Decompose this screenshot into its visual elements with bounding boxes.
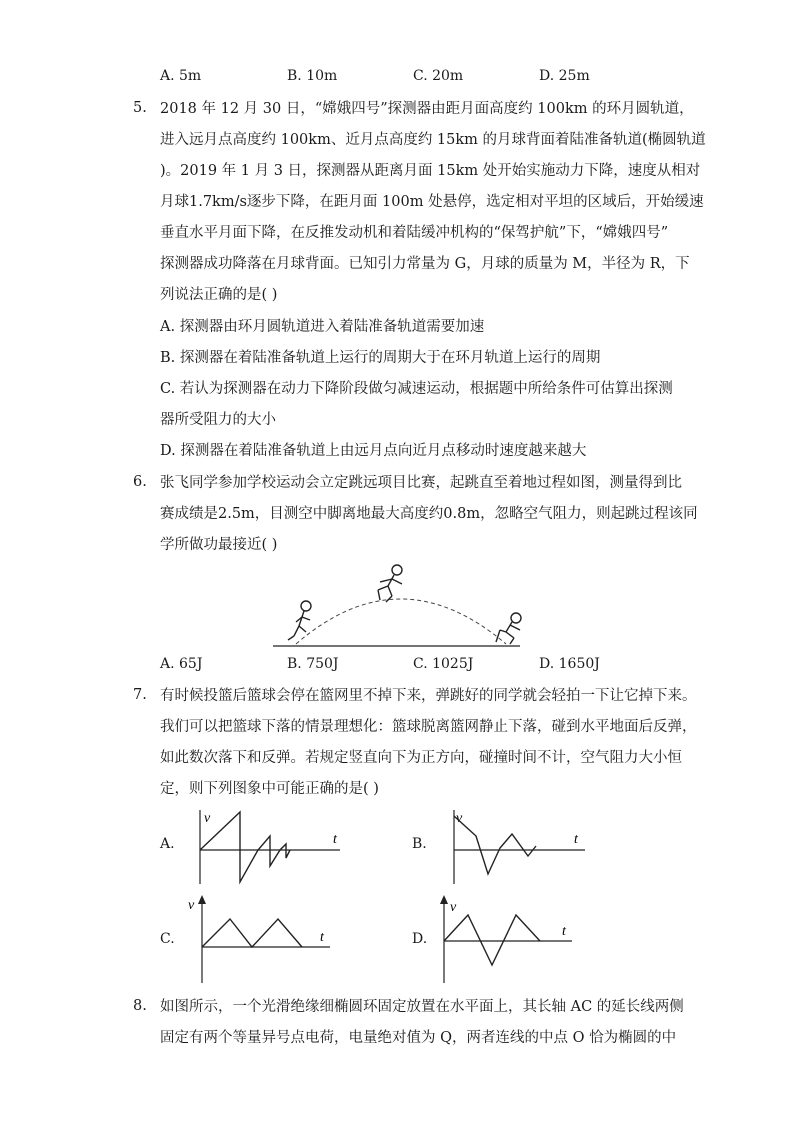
graph-b-v-label: v [456, 811, 463, 826]
q5-stem-line-7: 列说法正确的是( ) [160, 287, 278, 303]
q4-option-a: A. 5m [160, 68, 202, 84]
q5-stem-line-3: )。2019 年 1 月 3 日，探测器从距离月面 15km 处开始实施动力下降，速度从相对 [160, 163, 701, 179]
q5-stem-line-5: 垂直水平月面下降，在反推发动机和着陆缓冲机构的“保驾护航”下，“嫦娥四号” [160, 225, 669, 241]
graph-c [190, 895, 345, 985]
q8-number: 8. [133, 998, 147, 1014]
q5-option-a: A. 探测器由环月圆轨道进入着陆准备轨道需要加速 [160, 319, 485, 335]
q7-stem-line-3: 如此数次落下和反弹。若规定竖直向下为正方向，碰撞时间不计，空气阻力大小恒 [160, 750, 682, 766]
graph-c-v-label: v [188, 898, 195, 913]
graph-b [440, 808, 590, 886]
graph-d-label: D. [412, 931, 428, 947]
graph-d-curve [444, 915, 540, 965]
q7-number: 7. [133, 687, 147, 703]
graph-b-t-label: t [574, 832, 578, 847]
q6-stem-line-2: 赛成绩是2.5m，目测空中脚离地最大高度约0.8m，忽略空气阻力，则起跳过程该同 [160, 506, 698, 522]
q6-number: 6. [133, 474, 147, 490]
q6-stem-line-3: 学所做功最接近( ) [160, 537, 278, 553]
q5-option-c: C. 若认为探测器在动力下降阶段做匀减速运动，根据题中所给条件可估算出探测 [160, 381, 673, 397]
graph-c-label: C. [160, 931, 175, 947]
q5-stem-line-1: 2018 年 12 月 30 日，“嫦娥四号”探测器由距月面高度约 100km 的环月圆轨道， [160, 101, 694, 117]
q6-stem-line-1: 张飞同学参加学校运动会立定跳远项目比赛，起跳直至着地过程如图，测量得到比 [160, 475, 682, 491]
graph-a-v-label: v [204, 811, 211, 826]
q6-option-d: D. 1650J [539, 656, 600, 672]
q5-stem-line-2: 进入远月点高度约 100km、近月点高度约 15km 的月球背面着陆准备轨道(椭圆轨道 [160, 132, 706, 148]
graph-b-curve [454, 816, 536, 874]
graph-c-curve [202, 919, 302, 947]
q5-option-b: B. 探测器在着陆准备轨道上运行的周期大于在环月轨道上运行的周期 [160, 350, 601, 366]
q5-number: 5. [133, 100, 147, 116]
q5-option-d: D. 探测器在着陆准备轨道上由远月点向近月点移动时速度越来越大 [160, 443, 587, 459]
graph-a-t-label: t [333, 832, 337, 847]
q8-stem-line-2: 固定有两个等量异号点电荷，电量绝对值为 Q，两者连线的中点 O 恰为椭圆的中 [160, 1030, 677, 1046]
graph-c-t-label: t [320, 930, 324, 945]
q7-stem-line-1: 有时候投篮后篮球会停在篮网里不掉下来，弹跳好的同学就会轻拍一下让它掉下来。 [160, 688, 697, 704]
q4-option-d: D. 25m [539, 68, 590, 84]
jumper-midair-icon [378, 565, 402, 602]
graph-a-curve [200, 812, 290, 882]
q8-stem-line-1: 如图所示，一个光滑绝缘细椭圆环固定放置在水平面上，其长轴 AC 的延长线两侧 [160, 999, 684, 1015]
q5-stem-line-6: 探测器成功降落在月球背面。已知引力常量为 G，月球的质量为 M，半径为 R，下 [160, 256, 690, 272]
q4-option-c: C. 20m [413, 68, 464, 84]
q7-stem-line-4: 定，则下列图象中可能正确的是( ) [160, 781, 379, 797]
graph-d-v-label: v [450, 900, 457, 915]
q6-option-a: A. 65J [160, 656, 203, 672]
q6-option-c: C. 1025J [413, 656, 474, 672]
q5-stem-line-4: 月球1.7km/s逐步下降，在距月面 100m 处悬停，选定相对平坦的区域后，开始缓速 [160, 194, 704, 210]
q4-option-b: B. 10m [287, 68, 338, 84]
q6-option-b: B. 750J [287, 656, 339, 672]
graph-d [432, 895, 582, 985]
q7-stem-line-2: 我们可以把篮球下落的情景理想化：篮球脱离篮网静止下落，碰到水平地面后反弹， [160, 719, 697, 735]
graph-a [190, 808, 345, 886]
q5-option-c-cont: 器所受阻力的大小 [160, 412, 276, 428]
graph-d-t-label: t [562, 924, 566, 939]
graph-a-label: A. [160, 836, 175, 852]
long-jump-figure [270, 562, 522, 650]
graph-b-label: B. [412, 836, 427, 852]
